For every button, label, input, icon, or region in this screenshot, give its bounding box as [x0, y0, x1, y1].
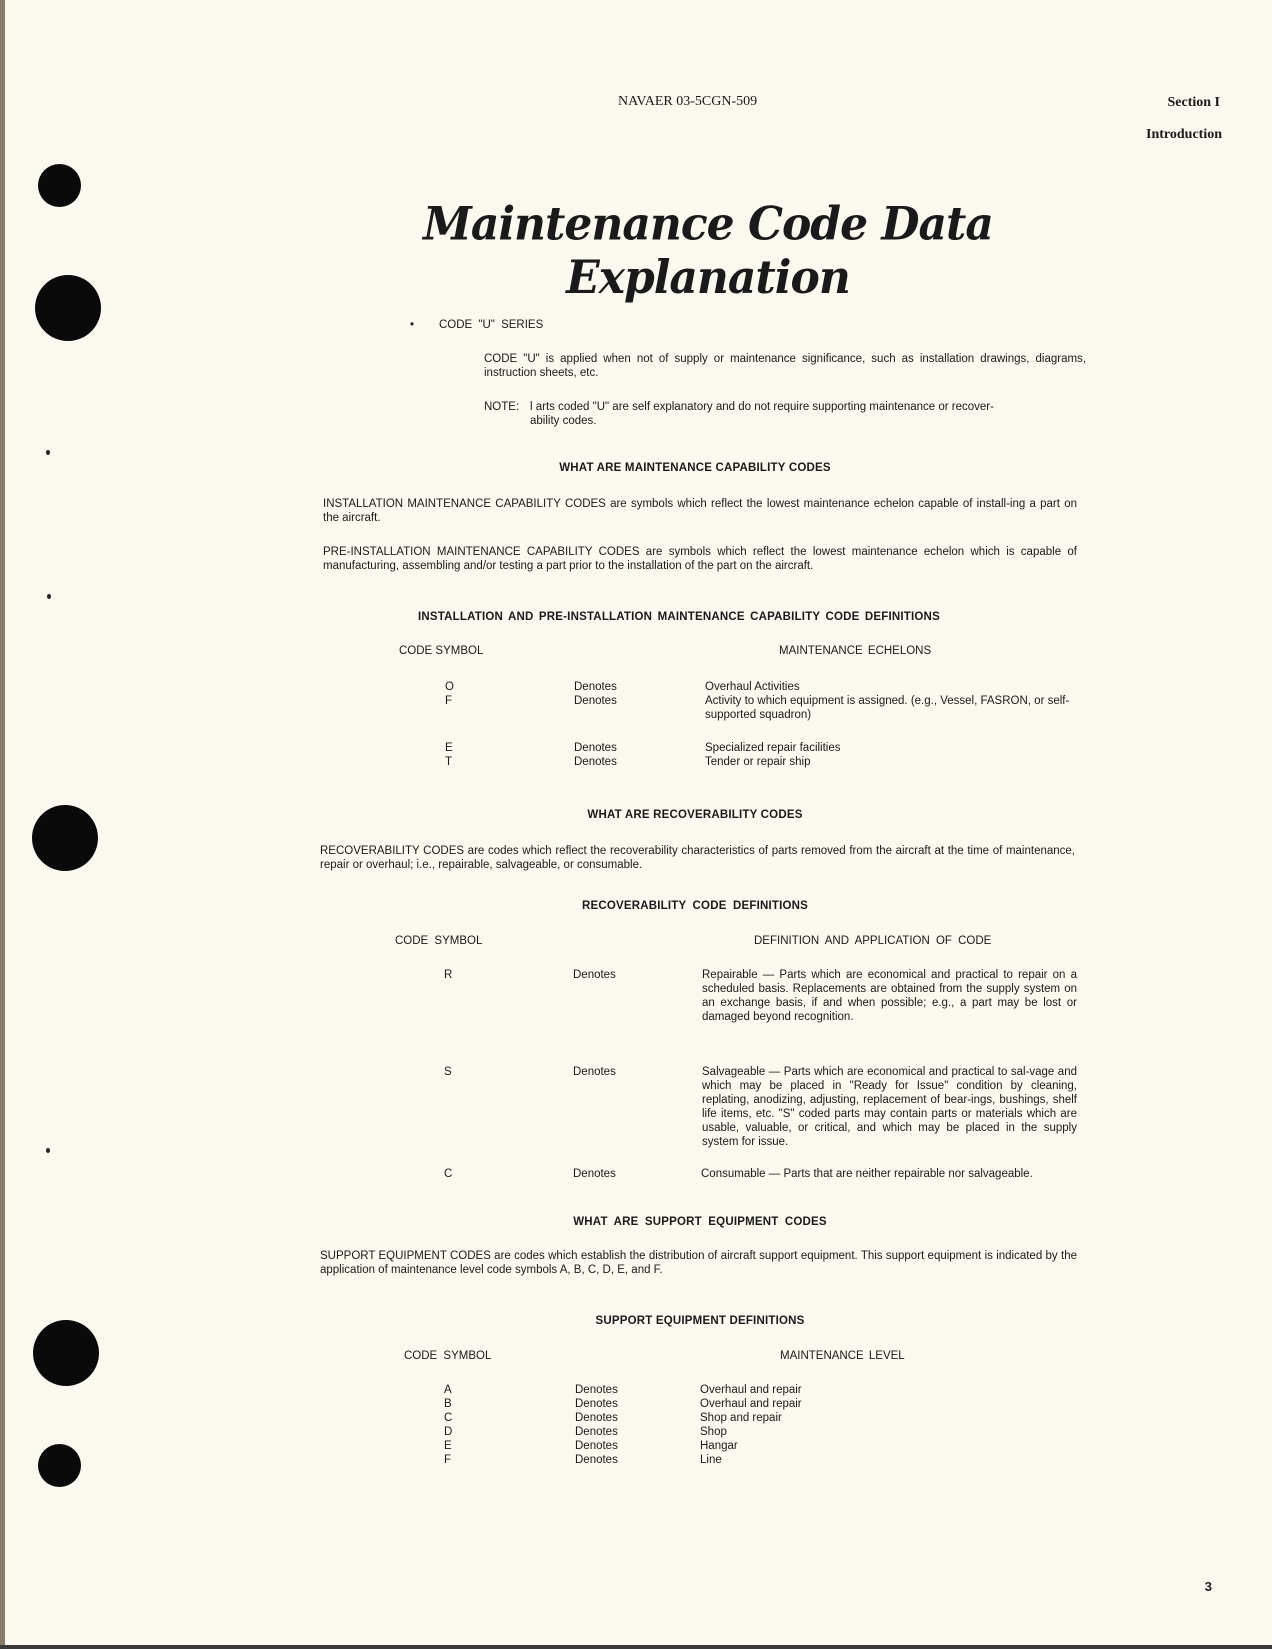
binder-hole — [38, 1444, 81, 1487]
section-heading: RECOVERABILITY CODE DEFINITIONS — [581, 900, 809, 912]
denotes-label: Denotes — [574, 742, 617, 754]
denotes-label: Denotes — [575, 1412, 618, 1424]
code-symbol: T — [445, 756, 453, 768]
definition: Shop and repair — [700, 1412, 782, 1424]
denotes-label: Denotes — [573, 969, 616, 981]
code-symbol: D — [444, 1426, 453, 1438]
column-header-code: CODE SYMBOL — [395, 935, 483, 947]
binder-hole — [33, 1320, 99, 1386]
definition: Hangar — [700, 1440, 738, 1452]
definition: Shop — [700, 1426, 727, 1438]
column-header-code: CODE SYMBOL — [399, 645, 484, 657]
definition: Overhaul and repair — [700, 1398, 802, 1410]
note-label: NOTE: — [484, 401, 520, 413]
note-line-1: l arts coded "U" are self explanatory and do not require supporting maintenance or recover- — [530, 401, 994, 413]
denotes-label: Denotes — [575, 1398, 618, 1410]
code-symbol: F — [445, 695, 453, 707]
code-symbol: A — [444, 1384, 452, 1396]
section-heading: WHAT ARE SUPPORT EQUIPMENT CODES — [573, 1216, 827, 1228]
code-u-paragraph: CODE "U" is applied when not of supply or maintenance significance, such as installation drawings, diagrams, instruction sheets, etc. — [484, 353, 1086, 379]
code-symbol: O — [445, 681, 454, 693]
section-heading: WHAT ARE MAINTENANCE CAPABILITY CODES — [559, 462, 831, 474]
code-symbol: F — [444, 1454, 452, 1466]
recoverability-paragraph: RECOVERABILITY CODES are codes which reflect the recoverability characteristics of parts removed from the aircraft at the time of maintenance, repair or overhaul; i.e., repairable, salvageable, or consumable. — [320, 845, 1075, 871]
definition: Tender or repair ship — [705, 756, 811, 768]
page-edge — [0, 0, 5, 1649]
code-symbol: E — [445, 742, 453, 754]
definition: Line — [700, 1454, 722, 1466]
bullet: • — [410, 319, 415, 331]
column-header-meaning: DEFINITION AND APPLICATION OF CODE — [754, 935, 992, 947]
binder-hole — [35, 275, 101, 341]
subsection-label: Introduction — [1146, 127, 1222, 142]
code-symbol: C — [444, 1412, 453, 1424]
definition: Activity to which equipment is assigned. (e.g., Vessel, FASRON, or self-supported squadron) — [705, 695, 1070, 721]
code-symbol: R — [444, 969, 453, 981]
code-u-heading: CODE "U" SERIES — [439, 319, 544, 331]
column-header-code: CODE SYMBOL — [404, 1350, 492, 1362]
column-header-meaning: MAINTENANCE LEVEL — [780, 1350, 905, 1362]
definition: Consumable — Parts that are neither repairable nor salvageable. — [701, 1168, 1033, 1180]
denotes-label: Denotes — [574, 695, 617, 707]
column-header-meaning: MAINTENANCE ECHELONS — [779, 645, 932, 657]
page-speck — [46, 1148, 50, 1153]
document-number: NAVAER 03-5CGN-509 — [618, 94, 758, 109]
definition: Specialized repair facilities — [705, 742, 841, 754]
denotes-label: Denotes — [573, 1168, 616, 1180]
denotes-label: Denotes — [574, 756, 617, 768]
definition: Overhaul and repair — [700, 1384, 802, 1396]
installation-paragraph: INSTALLATION MAINTENANCE CAPABILITY CODES are symbols which reflect the lowest maintenance echelon capable of install-ing a part on the aircraft. — [323, 498, 1077, 524]
code-symbol: B — [444, 1398, 452, 1410]
code-symbol: S — [444, 1066, 452, 1078]
denotes-label: Denotes — [575, 1384, 618, 1396]
definition: Overhaul Activities — [705, 681, 800, 693]
page-bottom-edge — [0, 1645, 1272, 1649]
page-title: Maintenance Code Data Explanation — [423, 197, 993, 305]
page-speck — [46, 450, 50, 455]
code-symbol: C — [444, 1168, 453, 1180]
page-speck — [47, 594, 51, 599]
section-label: Section I — [1167, 95, 1220, 110]
support-equipment-paragraph: SUPPORT EQUIPMENT CODES are codes which establish the distribution of aircraft support equipment. This support equipment is indicated by the application of maintenance level code symbols A, B, C, D, E, and F. — [320, 1250, 1077, 1276]
section-heading: SUPPORT EQUIPMENT DEFINITIONS — [595, 1315, 805, 1327]
denotes-label: Denotes — [574, 681, 617, 693]
code-symbol: E — [444, 1440, 452, 1452]
denotes-label: Denotes — [575, 1426, 618, 1438]
page-number: 3 — [1204, 1579, 1212, 1594]
denotes-label: Denotes — [573, 1066, 616, 1078]
definition: Repairable — Parts which are economical and practical to repair on a scheduled basis. Replacements are obtained from the supply system on an exchange basis, if and when possible; e.g., a part may be lost or damaged beyond recognition. — [702, 969, 1077, 1023]
section-heading: WHAT ARE RECOVERABILITY CODES — [587, 809, 803, 821]
denotes-label: Denotes — [575, 1454, 618, 1466]
binder-hole — [38, 164, 81, 207]
pre-installation-paragraph: PRE-INSTALLATION MAINTENANCE CAPABILITY CODES are symbols which reflect the lowest maintenance echelon which is capable of manufacturing, assembling and/or testing a part prior to the installation of the part on the aircraft. — [323, 546, 1077, 572]
note-line-2: ability codes. — [530, 415, 597, 427]
section-heading: INSTALLATION AND PRE-INSTALLATION MAINTENANCE CAPABILITY CODE DEFINITIONS — [418, 611, 940, 623]
definition: Salvageable — Parts which are economical and practical to sal-vage and which may be placed in "Ready for Issue" condition by cleaning, replating, anodizing, adjusting, replacement of bear-ings, bushings, shelf life items, etc. "S" coded parts may contain parts or materials which are usable, valuable, or critical, and which may be placed in the supply system for issue. — [702, 1066, 1077, 1148]
denotes-label: Denotes — [575, 1440, 618, 1452]
